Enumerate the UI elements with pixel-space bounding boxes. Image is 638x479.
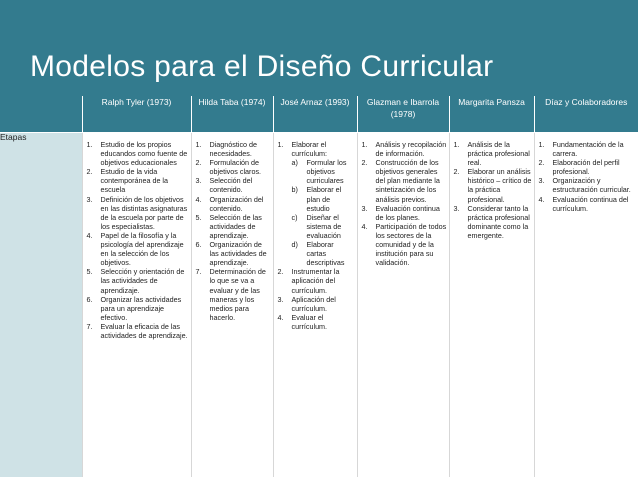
item-number: 2. (361, 158, 368, 168)
item-text (210, 195, 271, 213)
step-list (87, 140, 189, 340)
item-label: Organización y estructuración curricular. (552, 176, 631, 195)
item-number: 6. (195, 240, 202, 250)
item-text (553, 140, 637, 158)
list-item (87, 267, 189, 294)
item-label: Evaluar el currículum. (291, 312, 328, 331)
item-number: 4. (277, 312, 284, 322)
column-header: José Arnaz (1993) (273, 96, 357, 133)
item-text (292, 267, 355, 294)
sub-list-item (292, 240, 355, 267)
list-item (278, 140, 355, 267)
column-cell (82, 133, 191, 478)
column-header: Glazman e Ibarrola (1978) (357, 96, 449, 133)
list-item (196, 176, 271, 194)
list-item (196, 158, 271, 176)
item-number: 2. (538, 158, 545, 168)
item-text (468, 140, 532, 167)
item-number: 1. (277, 140, 284, 149)
item-number: 3. (277, 294, 284, 304)
item-text (553, 176, 637, 194)
list-item (454, 204, 532, 240)
sub-list-item (292, 185, 355, 212)
item-label: Determinación de lo que se va a evaluar y de las maneras y los medios para hacerlo. (209, 267, 266, 322)
item-text (553, 158, 637, 176)
table-row (0, 133, 638, 478)
item-number: 1. (195, 140, 202, 149)
list-item (196, 195, 271, 213)
step-list (454, 140, 532, 240)
item-number: 1. (86, 140, 93, 149)
item-number: 4. (195, 194, 202, 204)
header-row (0, 96, 638, 133)
item-text (292, 295, 355, 313)
item-label: Aplicación del currículum. (291, 294, 336, 313)
list-item (454, 140, 532, 167)
list-item (87, 231, 189, 267)
list-item (539, 176, 637, 194)
item-number: 2. (277, 267, 284, 277)
item-text (376, 222, 447, 267)
item-label: Estudio de la vida contemporánea de la escuela (100, 167, 169, 195)
item-text (101, 267, 189, 294)
item-text (210, 176, 271, 194)
list-item (87, 195, 189, 231)
sub-item-letter: b) (291, 185, 298, 195)
list-item (278, 295, 355, 313)
item-text (210, 240, 271, 267)
item-label: Elaborar un análisis histórico – crítico de la práctica profesional. (467, 167, 532, 204)
item-number: 3. (538, 176, 545, 186)
list-item (362, 204, 447, 222)
step-list (196, 140, 271, 322)
item-number: 3. (453, 203, 460, 213)
sub-item-text: Diseñar el sistema de evaluación (306, 212, 342, 240)
item-text (376, 158, 447, 203)
column-header: Díaz y Colaboradores (534, 96, 638, 133)
item-text (101, 167, 189, 194)
item-number: 3. (195, 176, 202, 186)
item-label: Estudio de los propios educandos como fuente de objetivos educacionales (100, 140, 188, 168)
item-number: 2. (86, 167, 93, 177)
item-label: Selección de las actividades de aprendizaje. (209, 212, 262, 240)
column-cell (449, 133, 534, 478)
item-text (468, 167, 532, 203)
title-band (0, 0, 638, 96)
sub-item-text: Elaborar cartas descriptivas (306, 240, 345, 268)
item-label: Evaluación continua de los planes. (375, 203, 440, 222)
column-cell (534, 133, 638, 478)
item-label: Organizar las actividades para un aprendizaje efectivo. (100, 294, 182, 322)
item-label: Participación de todos los sectores de la comunidad y de la institución para su validación. (375, 221, 447, 268)
item-text (292, 140, 355, 267)
item-number: 3. (86, 194, 93, 204)
item-number: 7. (195, 267, 202, 277)
step-list (362, 140, 447, 267)
sub-item-letter: d) (291, 240, 298, 250)
sub-item-text: Elaborar el plan de estudio (306, 185, 342, 213)
item-number: 1. (361, 140, 368, 149)
list-item (87, 140, 189, 167)
item-label: Definición de los objetivos en las distintas asignaturas de la escuela por parte de los especialistas. (100, 194, 188, 231)
item-text (210, 267, 271, 322)
item-number: 6. (86, 294, 93, 304)
item-label: Evaluación continua del currículum. (552, 194, 629, 213)
sub-list-item (292, 213, 355, 240)
step-list (539, 140, 637, 213)
item-label: Evaluar la eficacia de las actividades de aprendizaje. (100, 321, 188, 340)
list-item (278, 313, 355, 331)
list-item (362, 158, 447, 203)
models-table (0, 96, 638, 477)
list-item (196, 140, 271, 158)
column-header: Ralph Tyler (1973) (82, 96, 191, 133)
item-number: 1. (538, 140, 545, 149)
item-text (101, 195, 189, 231)
sub-item-letter: c) (291, 212, 298, 222)
sub-item-letter: a) (291, 158, 298, 168)
item-number: 2. (195, 158, 202, 168)
item-label: Selección y orientación de las actividades de aprendizaje. (100, 267, 185, 295)
list-item (196, 240, 271, 267)
list-item (87, 295, 189, 322)
list-item (539, 140, 637, 158)
item-text (210, 158, 271, 176)
item-number: 2. (453, 167, 460, 177)
item-text (101, 295, 189, 322)
item-number: 7. (86, 321, 93, 331)
item-label: Organización de las actividades de aprendizaje. (209, 240, 267, 268)
item-text (292, 313, 355, 331)
item-number: 5. (86, 267, 93, 277)
list-item (87, 167, 189, 194)
item-number: 3. (361, 203, 368, 213)
item-text (376, 204, 447, 222)
item-text (101, 140, 189, 167)
item-label: Análisis y recopilación de información. (375, 140, 447, 159)
item-text (101, 322, 189, 340)
sub-item-text: Formular los objetivos curriculares (306, 158, 347, 186)
item-text (101, 231, 189, 267)
item-label: Elaborar el currículum: (291, 140, 328, 159)
list-item (362, 222, 447, 267)
item-text (210, 213, 271, 240)
list-item (196, 213, 271, 240)
item-number: 4. (538, 194, 545, 204)
item-number: 1. (453, 140, 460, 149)
list-item (539, 158, 637, 176)
item-number: 4. (86, 230, 93, 240)
item-label: Selección del contenido. (209, 176, 253, 195)
item-label: Papel de la filosofía y la psicología del aprendizaje en la selección de los objetivos. (100, 230, 184, 268)
step-list (278, 140, 355, 331)
column-cell (273, 133, 357, 478)
column-header: Margarita Pansza (449, 96, 534, 133)
item-number: 5. (195, 212, 202, 222)
list-item (454, 167, 532, 203)
header-empty-cell (0, 96, 82, 133)
item-label: Organización del contenido. (209, 194, 264, 213)
item-label: Fundamentación de la carrera. (552, 140, 624, 159)
item-text (468, 204, 532, 240)
list-item (87, 322, 189, 340)
list-item (196, 267, 271, 322)
item-number: 4. (361, 221, 368, 231)
list-item (539, 195, 637, 213)
item-label: Formulación de objetivos claros. (209, 158, 262, 177)
item-text (210, 140, 271, 158)
row-label: Etapas (0, 133, 82, 478)
sub-list-item (292, 158, 355, 185)
item-label: Instrumentar la aplicación del currículum. (291, 267, 340, 295)
list-item (362, 140, 447, 158)
item-label: Análisis de la práctica profesional real. (467, 140, 530, 168)
item-text (553, 195, 637, 213)
column-cell (357, 133, 449, 478)
item-label: Construcción de los objetivos generales del plan mediante la sintetización de los análisis previos. (375, 158, 440, 204)
sub-list (292, 158, 355, 267)
slide-title: Modelos para el Diseño Curricular (30, 50, 494, 83)
column-header: Hilda Taba (1974) (191, 96, 273, 133)
list-item (278, 267, 355, 294)
item-text (376, 140, 447, 158)
column-cell (191, 133, 273, 478)
item-label: Considerar tanto la práctica profesional dominante como la emergente. (467, 203, 530, 240)
item-label: Diagnóstico de necesidades. (209, 140, 258, 159)
item-label: Elaboración del perfil profesional. (552, 158, 620, 177)
